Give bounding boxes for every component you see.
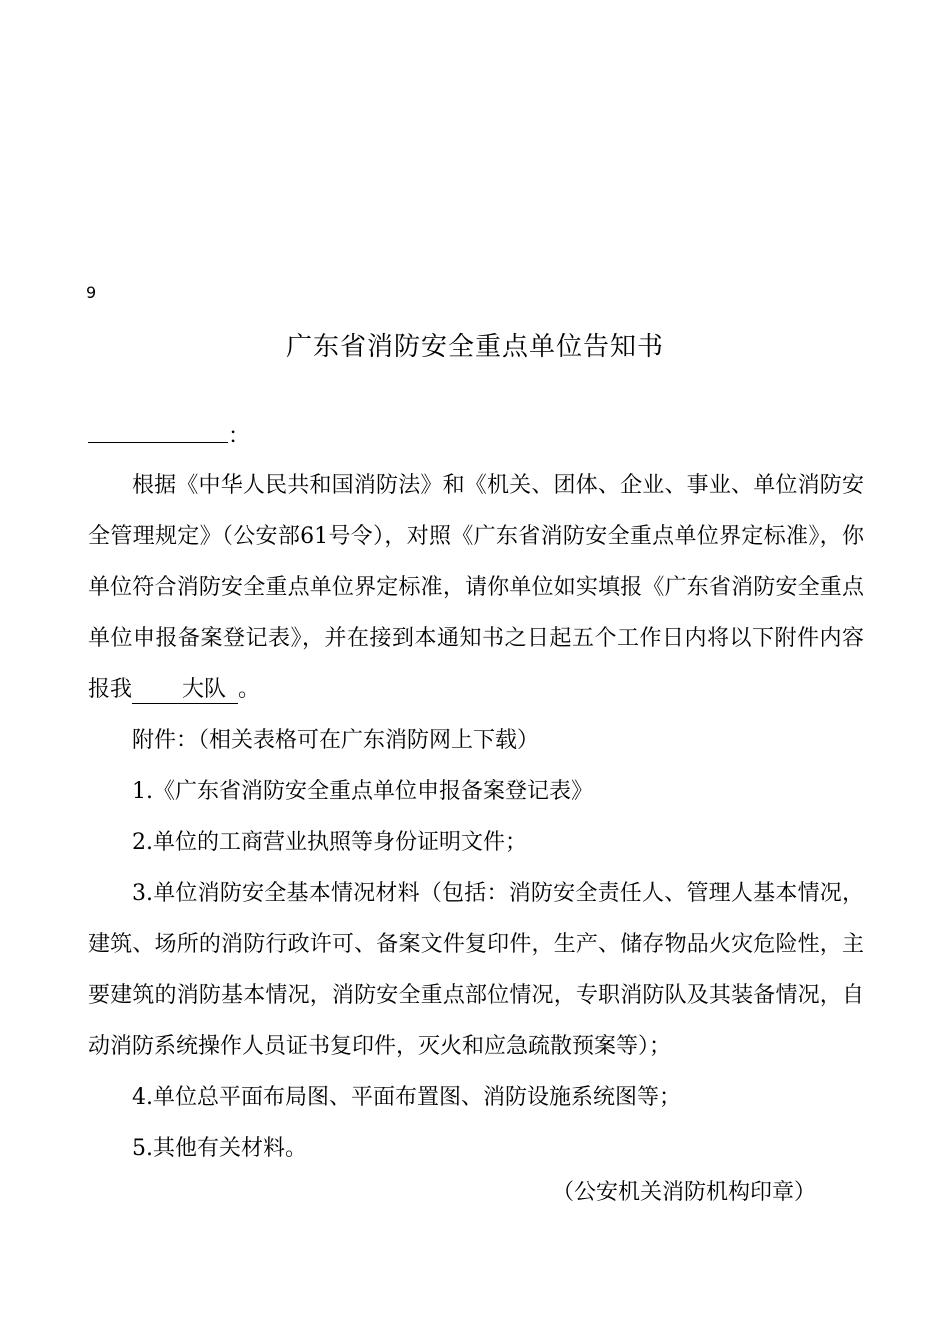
attachment-item: 5.其他有关材料。	[132, 1136, 307, 1161]
addressee-line	[88, 420, 250, 453]
attachment-item: 2.单位的工商营业执照等身份证明文件；	[132, 830, 527, 855]
attachments-heading: 附件：（相关表格可在广东消防网上下载）	[132, 728, 540, 753]
addressee-blank	[88, 420, 228, 443]
attachment-item: 1.《广东省消防安全重点单位申报备案登记表》	[132, 779, 593, 804]
notice-paragraph-end: 。	[238, 677, 261, 702]
unit-fill-field: 大队	[132, 677, 238, 704]
document-title: 广东省消防安全重点单位告知书	[285, 332, 664, 362]
addressee-colon: ：	[228, 424, 251, 449]
seal-caption: （公安机关消防机构印章）	[551, 1180, 816, 1205]
notice-paragraph	[88, 460, 864, 715]
attachment-item: 3.单位消防安全基本情况材料（包括：消防安全责任人、管理人基本情况，建筑、场所的消防行政许可、备案文件复印件，生产、储存物品火灾危险性，主要建筑的消防基本情况，消防安全重点部位情况，专职消防队及其装备情况，自动消防系统操作人员证书复印件，灭火和应急疏散预案等）；	[88, 881, 864, 1059]
page-number: 9	[86, 283, 97, 302]
notice-paragraph-text: 根据《中华人民共和国消防法》和《机关、团体、企业、事业、单位消防安全管理规定》（公安部61号令），对照《广东省消防安全重点单位界定标准》，你单位符合消防安全重点单位界定标准，请你单位如实填报《广东省消防安全重点单位申报备案登记表》，并在接到本通知书之日起五个工作日内将以下附件内容报我	[88, 473, 864, 702]
notice-body	[88, 460, 864, 1174]
attachment-item: 4.单位总平面布局图、平面布置图、消防设施系统图等；	[132, 1085, 681, 1110]
